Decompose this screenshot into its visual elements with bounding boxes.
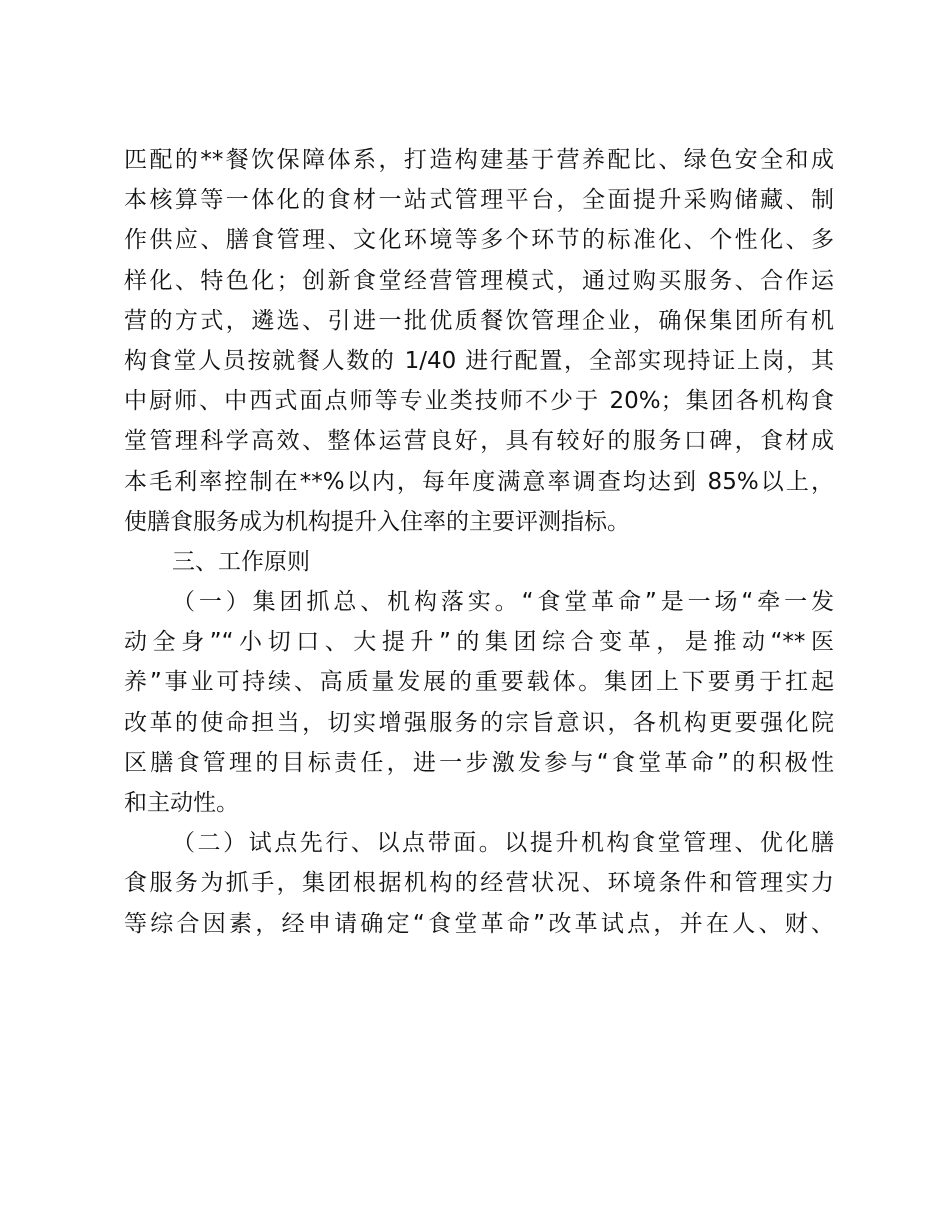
text-line: 区膳食管理的目标责任，进一步激发参与“食堂革命”的积极性: [124, 749, 834, 776]
section-heading: 三、工作原则: [172, 548, 310, 575]
text-line: 和主动性。: [124, 790, 239, 816]
text-line: （一）集团抓总、机构落实。“食堂革命”是一场“牵一发: [172, 589, 834, 616]
text-line: 改革的使命担当，切实增强服务的宗旨意识，各机构更要强化院: [124, 709, 834, 736]
text-line: 样化、特色化；创新食堂经营管理模式，通过购买服务、合作运: [124, 267, 834, 294]
text-line: 堂管理科学高效、整体运营良好，具有较好的服务口碑，食材成: [124, 428, 834, 455]
text-line: 本毛利率控制在**%以内，每年度满意率调查均达到 85%以上，: [124, 468, 834, 495]
text-line: 作供应、膳食管理、文化环境等多个环节的标准化、个性化、多: [124, 227, 834, 254]
text-line: 匹配的**餐饮保障体系，打造构建基于营养配比、绿色安全和成: [124, 147, 834, 173]
document-body: [124, 140, 834, 944]
text-line: 动全身”“小切口、大提升”的集团综合变革，是推动“**医: [124, 629, 834, 656]
text-line: 营的方式，遴选、引进一批优质餐饮管理企业，确保集团所有机: [124, 307, 834, 334]
text-line: 使膳食服务成为机构提升入住率的主要评测指标。: [124, 508, 630, 535]
text-line: 养”事业可持续、高质量发展的重要载体。集团上下要勇于扛起: [124, 669, 834, 696]
text-line: 构食堂人员按就餐人数的 1/40 进行配置，全部实现持证上岗，其: [124, 347, 834, 374]
text-line: 中厨师、中西式面点师等专业类技师不少于 20%；集团各机构食: [124, 388, 834, 415]
text-line: 等综合因素，经申请确定“食堂革命”改革试点，并在人、财、: [124, 910, 834, 937]
text-line: 食服务为抓手，集团根据机构的经营状况、环境条件和管理实力: [124, 870, 834, 897]
text-line: （二）试点先行、以点带面。以提升机构食堂管理、优化膳: [172, 830, 834, 857]
text-line: 本核算等一体化的食材一站式管理平台，全面提升采购储藏、制: [124, 187, 834, 214]
